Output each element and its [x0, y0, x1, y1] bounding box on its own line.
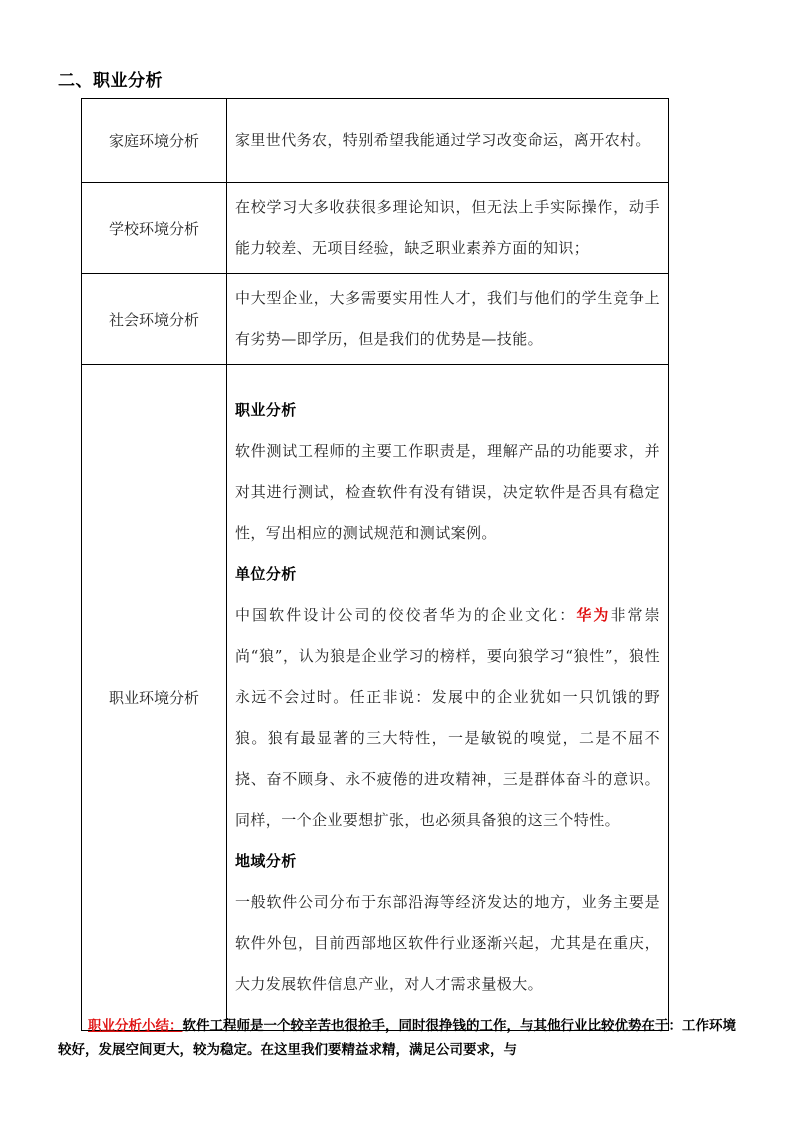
- row-content-career: [227, 365, 669, 1031]
- unit-analysis-title: 单位分析: [235, 565, 297, 583]
- school-text: 在校学习大多收获很多理论知识，但无法上手实际操作，动手能力较差、无项目经验，缺乏职业素养方面的知识；: [235, 198, 660, 257]
- career-summary: [58, 1014, 742, 1062]
- table-row: [82, 183, 669, 274]
- region-analysis-text: 一般软件公司分布于东部沿海等经济发达的地方，业务主要是软件外包，目前西部地区软件行业逐渐兴起，尤其是在重庆，大力发展软件信息产业，对人才需求量极大。: [235, 893, 660, 993]
- unit-analysis-text: [235, 595, 660, 841]
- summary-text: 软件工程师是一个较辛苦也很抢手，同时很挣钱的工作，与其他行业比较优势在于：工作环境较好，发展空间更大，较为稳定。在这里我们要精益求精，满足公司要求，与: [58, 1018, 736, 1058]
- row-label-society: 社会环境分析: [82, 274, 227, 365]
- row-label-career: 职业环境分析: [82, 365, 227, 1031]
- row-label-family: 家庭环境分析: [82, 99, 227, 183]
- job-analysis-text: 软件测试工程师的主要工作职责是，理解产品的功能要求，并对其进行测试，检查软件有没有错误，决定软件是否具有稳定性，写出相应的测试规范和测试案例。: [235, 442, 660, 542]
- unit-text-before: 中国软件设计公司的佼佼者华为的企业文化：: [235, 606, 577, 624]
- table-row: [82, 274, 669, 365]
- highlight-huawei: 华为: [576, 606, 611, 624]
- unit-text-after: 非常崇尚“狼”，认为狼是企业学习的榜样，要向狼学习“狼性”，狼性永远不会过时。任正非说：发展中的企业犹如一只饥饿的野狼。狼有最显著的三大特性，一是敏锐的嗅觉，二是不屈不挠、奋不顾身、永不疲倦的进攻精神，三是群体奋斗的意识。同样，一个企业要想扩张，也必须具备狼的这三个特性。: [235, 606, 660, 829]
- row-content-society: [227, 274, 669, 365]
- row-content-family: [227, 99, 669, 183]
- table-row: [82, 365, 669, 1031]
- row-content-school: [227, 183, 669, 274]
- family-text: 家里世代务农，特别希望我能通过学习改变命运，离开农村。: [235, 131, 651, 149]
- row-label-school: 学校环境分析: [82, 183, 227, 274]
- table-row: [82, 99, 669, 183]
- summary-title: 职业分析小结：: [88, 1018, 183, 1034]
- region-analysis-title: 地域分析: [235, 852, 297, 870]
- job-analysis-title: 职业分析: [235, 401, 297, 419]
- society-text: 中大型企业，大多需要实用性人才，我们与他们的学生竞争上有劣势—即学历，但是我们的优势是—技能。: [235, 289, 660, 348]
- section-heading: 二、职业分析: [58, 71, 163, 91]
- analysis-table: [81, 98, 669, 1031]
